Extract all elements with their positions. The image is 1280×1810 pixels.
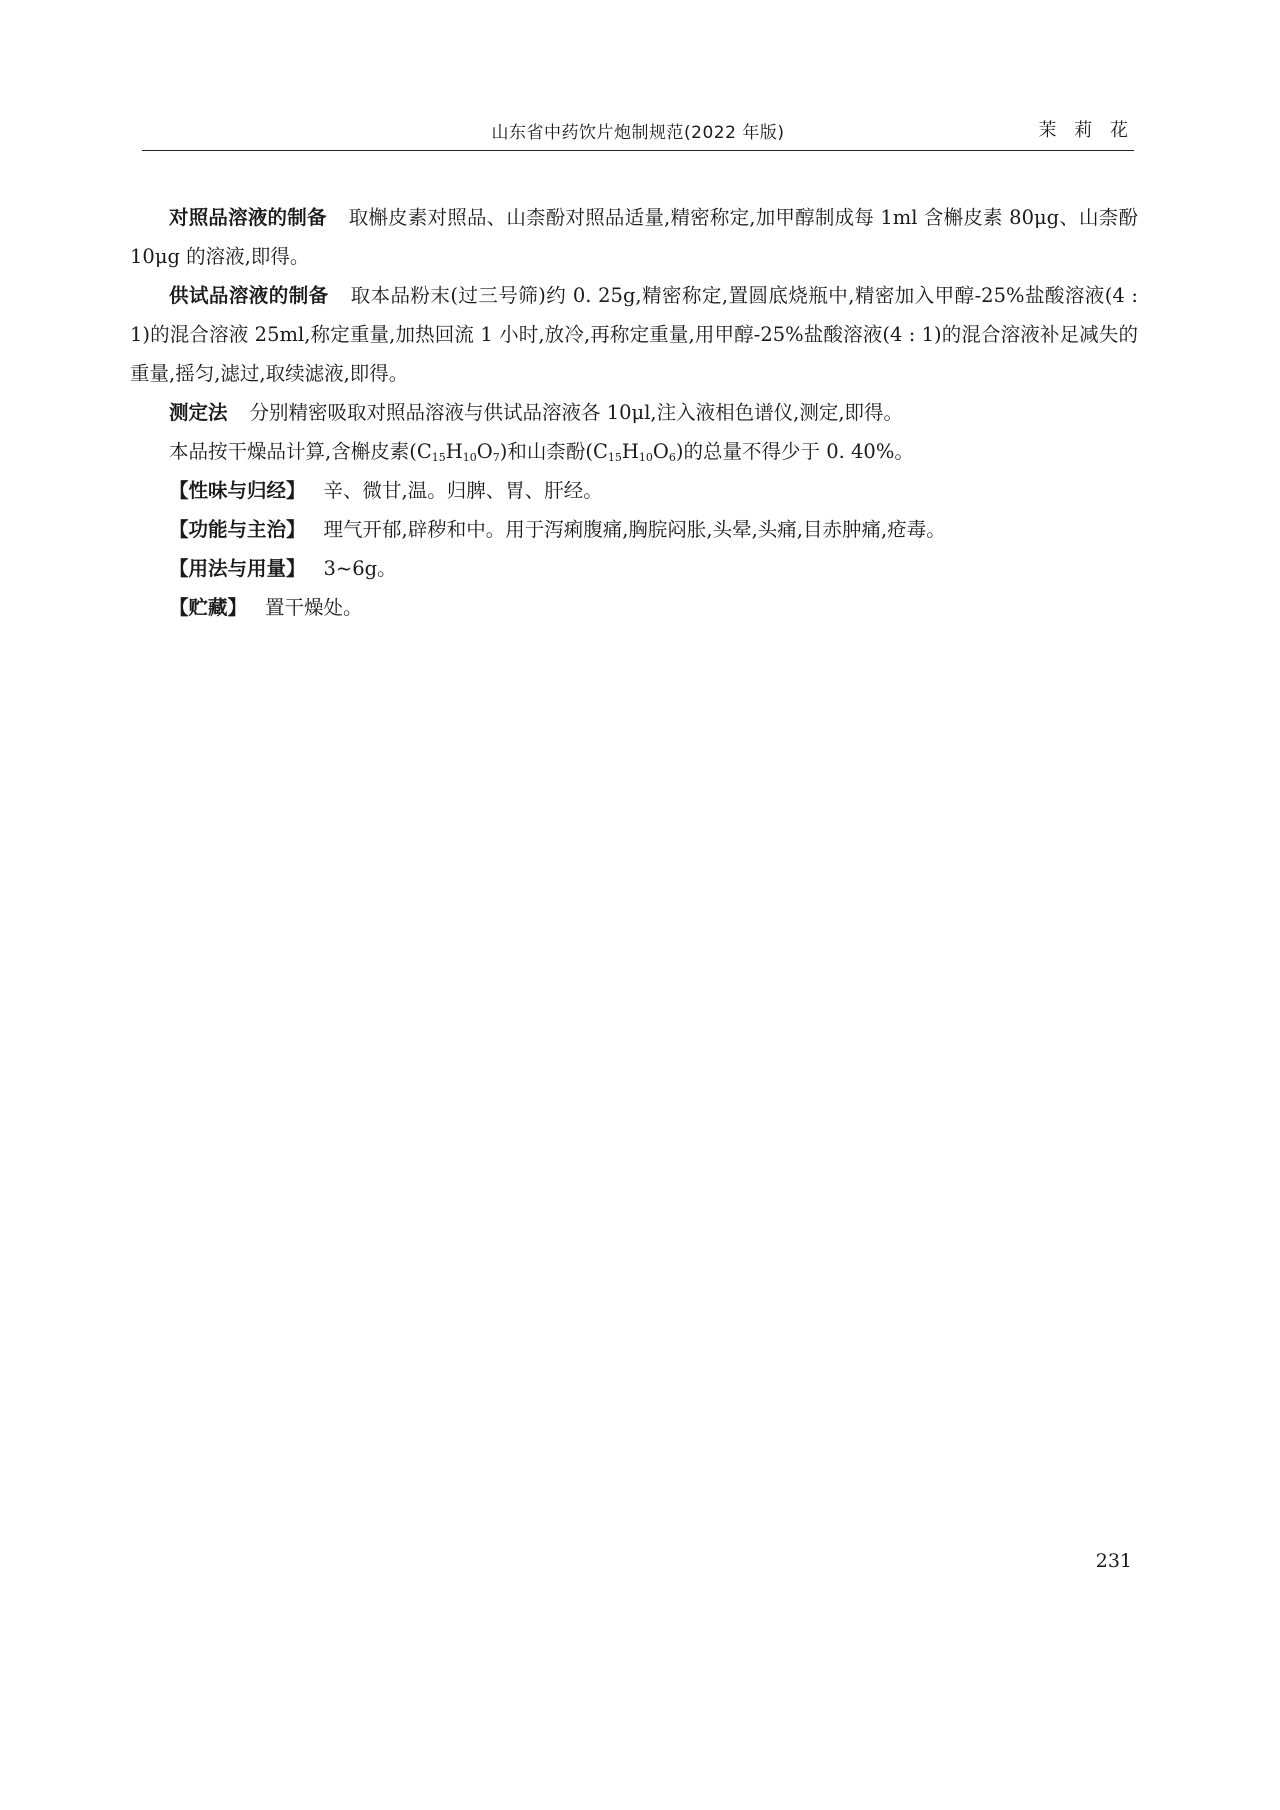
page-content bbox=[130, 198, 1138, 627]
book-title: 山东省中药饮片炮制规范(2022 年版) bbox=[491, 123, 785, 143]
function-text: 理气开郁,辟秽和中。用于泻痢腹痛,胸脘闷胀,头晕,头痛,目赤肿痛,疮毒。 bbox=[323, 518, 946, 541]
ref-solution-paragraph bbox=[130, 198, 1138, 276]
content-limit-part2: )和山柰酚( bbox=[499, 440, 593, 463]
storage-paragraph bbox=[130, 588, 1138, 627]
assay-paragraph bbox=[130, 393, 1138, 432]
storage-label: 【贮藏】 bbox=[169, 596, 248, 619]
page-number: 231 bbox=[1095, 1550, 1132, 1572]
running-header bbox=[142, 112, 1134, 148]
test-solution-label: 供试品溶液的制备 bbox=[169, 284, 329, 307]
nature-text: 辛、微甘,温。归脾、胃、肝经。 bbox=[323, 479, 603, 502]
content-limit-paragraph bbox=[130, 432, 1138, 471]
assay-label: 测定法 bbox=[169, 401, 228, 424]
formula-quercetin: $C_{15}H_{10}O_7$ bbox=[416, 440, 500, 464]
test-solution-text: 取本品粉末(过三号筛)约 0. 25g,精密称定,置圆底烧瓶中,精密加入甲醇-25%盐酸溶液(4 : 1)的混合溶液 25ml,称定重量,加热回流 1 小时,放冷,再称定重量,用甲醇-25%盐酸溶液(4 : 1)的混合溶液补足减失的重量,摇匀,滤过,取续滤液,即得。 bbox=[130, 284, 1138, 385]
header-rule bbox=[142, 150, 1134, 151]
entry-name: 茉 莉 花 bbox=[1038, 120, 1134, 141]
assay-text: 分别精密吸取对照品溶液与供试品溶液各 10μl,注入液相色谱仪,测定,即得。 bbox=[249, 401, 904, 424]
function-label: 【功能与主治】 bbox=[169, 518, 306, 541]
ref-solution-label: 对照品溶液的制备 bbox=[169, 206, 327, 229]
ref-solution-text: 取槲皮素对照品、山柰酚对照品适量,精密称定,加甲醇制成每 1ml 含槲皮素 80μg、山柰酚 10μg 的溶液,即得。 bbox=[130, 206, 1138, 268]
storage-text: 置干燥处。 bbox=[265, 596, 363, 619]
usage-label: 【用法与用量】 bbox=[169, 557, 306, 580]
function-paragraph bbox=[130, 510, 1138, 549]
formula-kaempferol: $C_{15}H_{10}O_6$ bbox=[592, 440, 676, 464]
test-solution-paragraph bbox=[130, 276, 1138, 393]
content-limit-part3: )的总量不得少于 0. 40%。 bbox=[675, 440, 914, 463]
nature-paragraph bbox=[130, 471, 1138, 510]
usage-paragraph bbox=[130, 549, 1138, 588]
usage-text: 3~6g。 bbox=[323, 557, 397, 580]
nature-label: 【性味与归经】 bbox=[169, 479, 306, 502]
content-limit-part1: 本品按干燥品计算,含槲皮素( bbox=[169, 440, 417, 463]
